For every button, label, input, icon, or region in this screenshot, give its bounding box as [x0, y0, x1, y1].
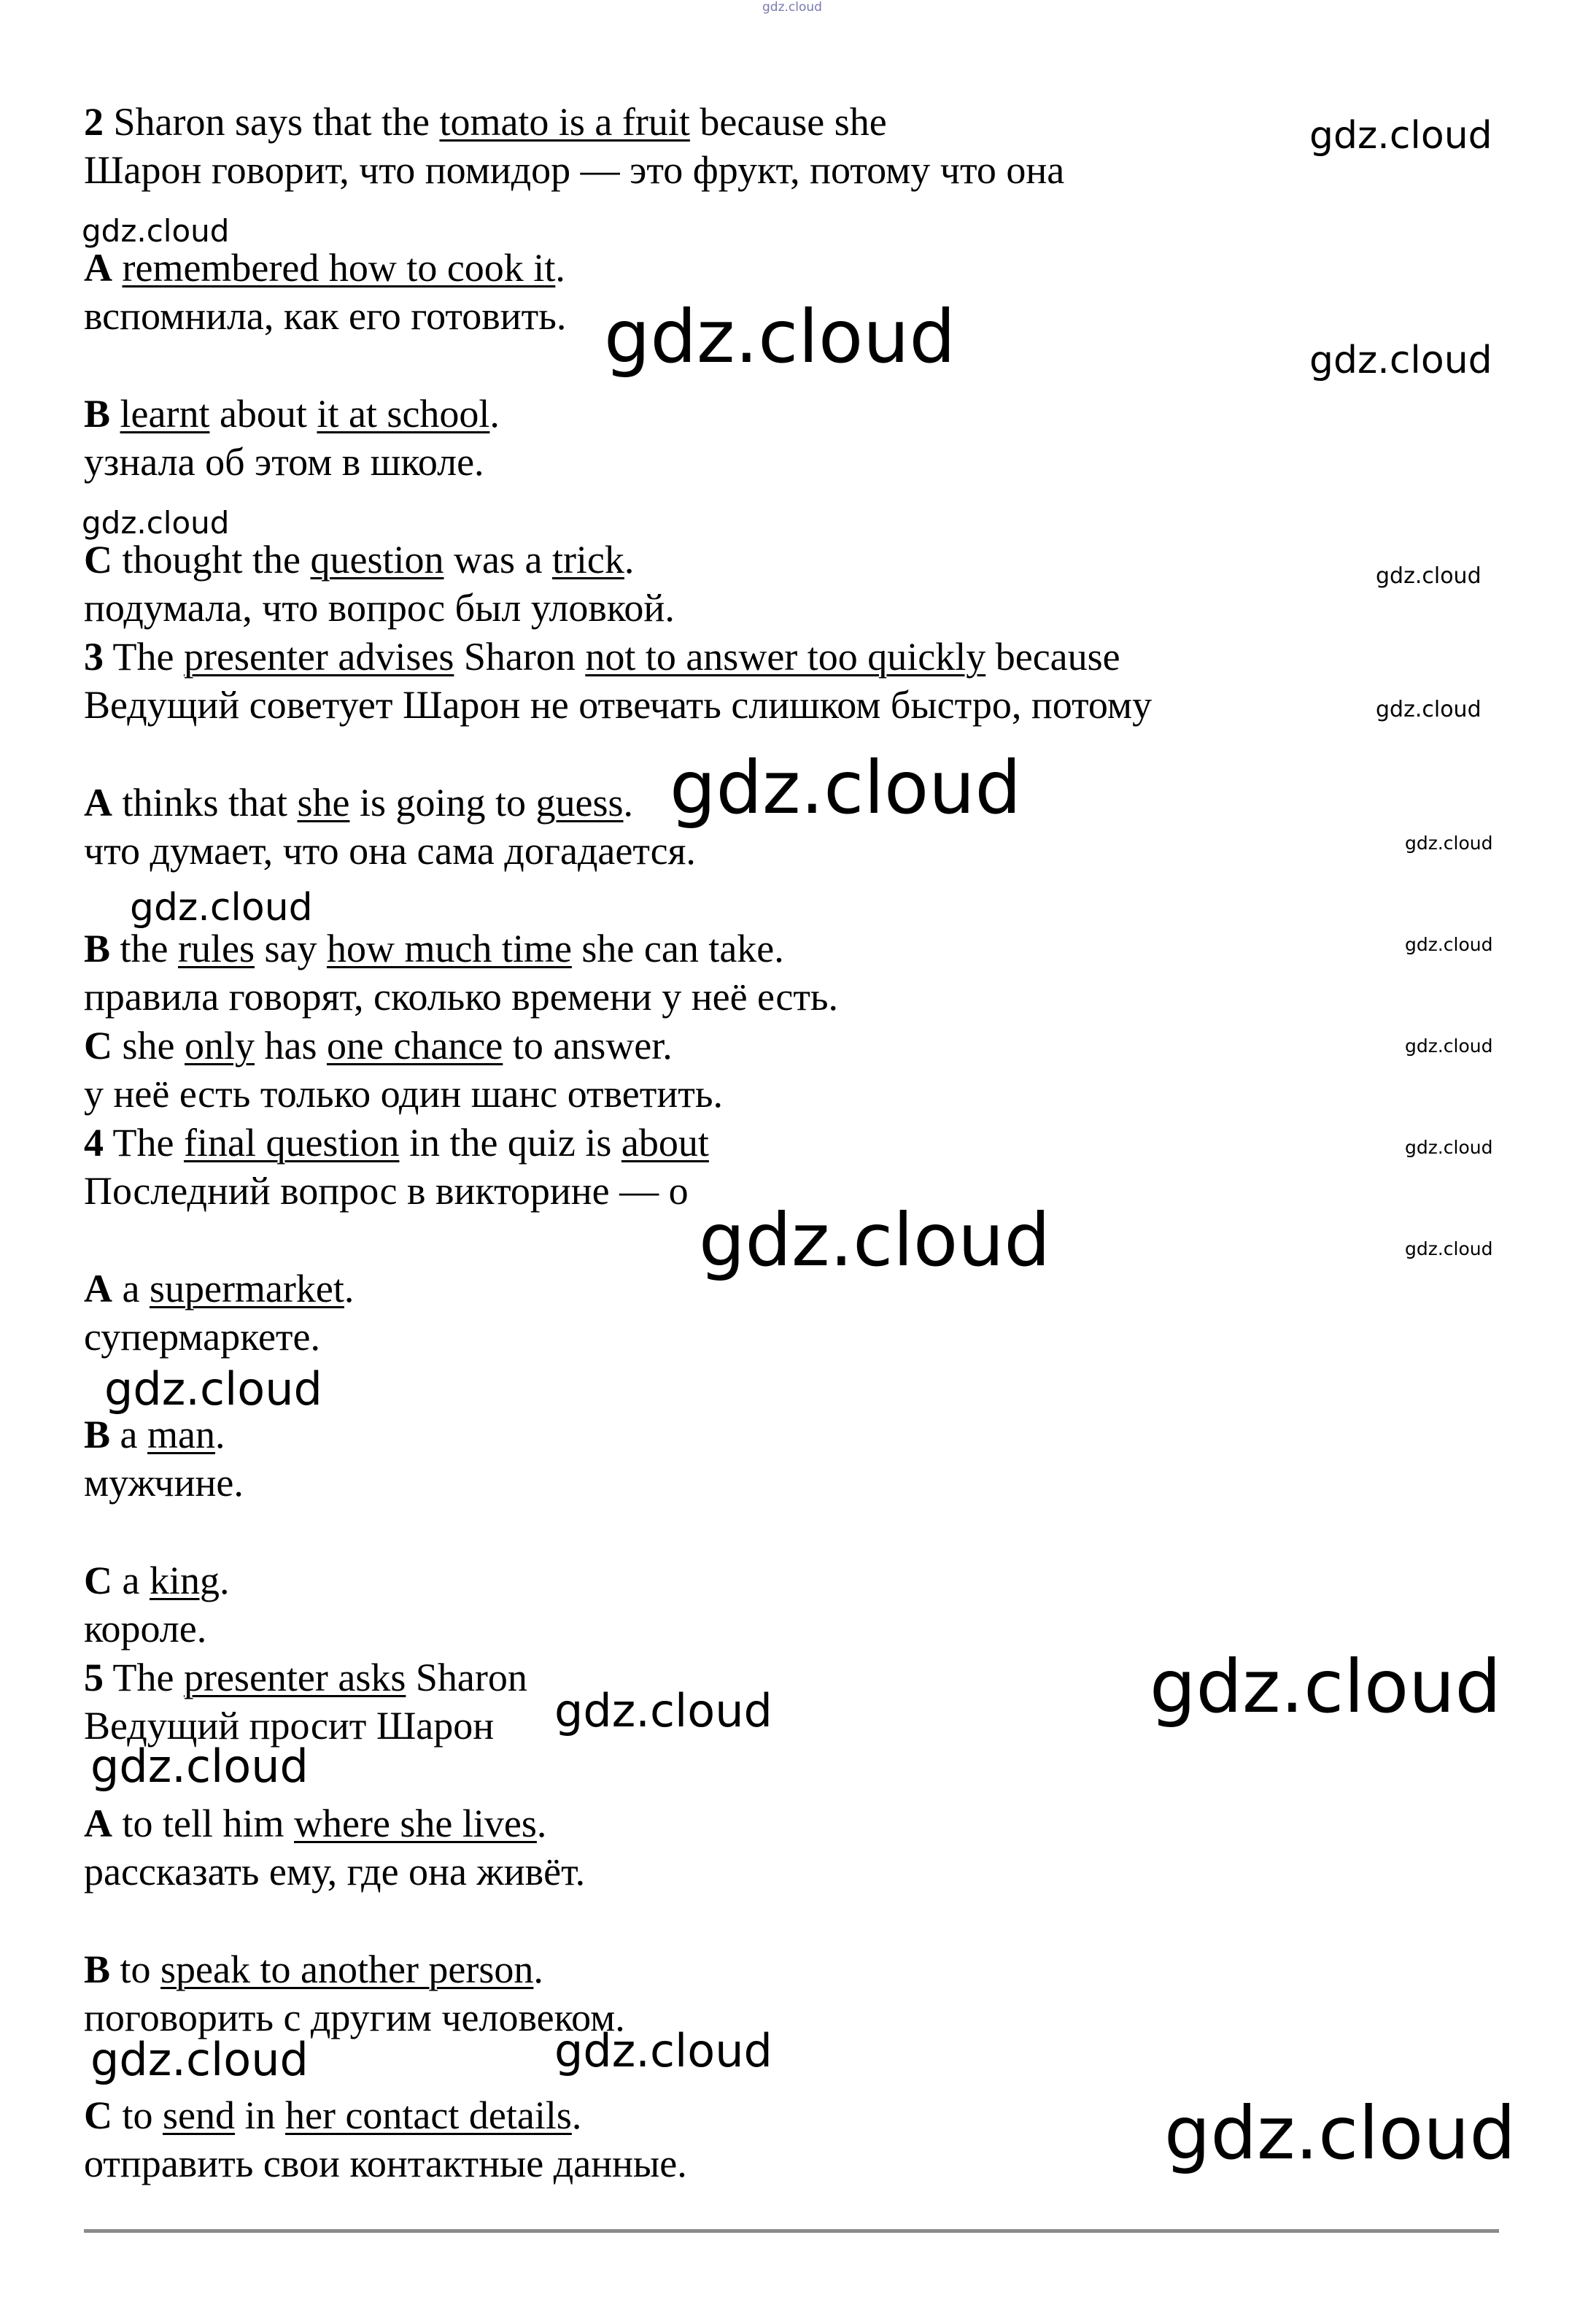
watermark: gdz.cloud [1309, 114, 1492, 158]
q3-option-c-en: C she only has one chance to answer. [84, 1024, 673, 1068]
q5-option-b-ru: поговорить с другим человеком. [84, 1996, 625, 2039]
q2-option-a-ru: вспомнила, как его готовить. [84, 294, 567, 338]
q3-option-a-en: A thinks that she is going to guess. [84, 781, 634, 825]
watermark: gdz.cloud [1405, 833, 1493, 854]
question-4-stem-en: 4 The final question in the quiz is about [84, 1121, 709, 1165]
watermark: gdz.cloud [1405, 1137, 1493, 1158]
q3-option-b-en: B the rules say how much time she can take. [84, 927, 784, 970]
q4-option-a-en: A a supermarket. [84, 1267, 355, 1310]
watermark: gdz.cloud [82, 505, 230, 541]
question-2-stem-en: 2 Sharon says that the tomato is a fruit because she [84, 100, 887, 144]
q4-option-a-ru: супермаркете. [84, 1315, 320, 1359]
q2-option-a-en: A remembered how to cook it. [84, 246, 565, 290]
footer-divider [84, 2229, 1499, 2233]
watermark: gdz.cloud [104, 1362, 322, 1416]
watermark: gdz.cloud [670, 745, 1022, 830]
q2-option-c-ru: подумала, что вопрос был уловкой. [84, 586, 675, 630]
watermark: gdz.cloud [1405, 1238, 1493, 1259]
watermark: gdz.cloud [1405, 934, 1493, 955]
q5-option-a-en: A to tell him where she lives. [84, 1802, 547, 1845]
watermark: gdz.cloud [1405, 1035, 1493, 1057]
watermark: gdz.cloud [604, 294, 956, 379]
watermark: gdz.cloud [554, 2024, 772, 2077]
q2-option-b-en: B learnt about it at school. [84, 392, 500, 436]
watermark: gdz.cloud [762, 0, 822, 15]
q3-option-a-ru: что думает, что она сама догадается. [84, 829, 696, 873]
watermark: gdz.cloud [1164, 2091, 1517, 2176]
q4-option-c-en: C a king. [84, 1559, 230, 1602]
q4-option-c-ru: короле. [84, 1607, 207, 1651]
q5-option-c-ru: отправить свои контактные данные. [84, 2142, 687, 2185]
q3-option-b-ru: правила говорят, сколько времени у неё есть. [84, 975, 839, 1019]
watermark: gdz.cloud [90, 1740, 309, 1793]
q5-option-a-ru: рассказать ему, где она живёт. [84, 1850, 586, 1893]
question-2-stem-ru: Шарон говорит, что помидор — это фрукт, потому что она [84, 148, 1065, 192]
watermark: gdz.cloud [554, 1684, 772, 1737]
watermark: gdz.cloud [699, 1197, 1051, 1283]
watermark: gdz.cloud [130, 886, 313, 930]
question-5-stem-ru: Ведущий просит Шарон [84, 1704, 495, 1748]
watermark: gdz.cloud [90, 2033, 309, 2086]
watermark: gdz.cloud [1150, 1644, 1502, 1729]
watermark: gdz.cloud [1309, 339, 1492, 382]
q3-option-c-ru: у неё есть только один шанс ответить. [84, 1072, 723, 1116]
watermark: gdz.cloud [1376, 563, 1482, 589]
q5-option-c-en: C to send in her contact details. [84, 2093, 582, 2137]
question-4-stem-ru: Последний вопрос в викторине — о [84, 1169, 689, 1213]
q4-option-b-ru: мужчине. [84, 1461, 244, 1505]
q5-option-b-en: B to speak to another person. [84, 1947, 543, 1991]
question-5-stem-en: 5 The presenter asks Sharon [84, 1656, 527, 1699]
question-3-stem-ru: Ведущий советует Шарон не отвечать слишком быстро, потому [84, 683, 1153, 727]
watermark: gdz.cloud [1376, 697, 1482, 722]
q4-option-b-en: B a man. [84, 1413, 225, 1456]
q2-option-c-en: C thought the question was a trick. [84, 538, 635, 582]
watermark: gdz.cloud [82, 213, 230, 249]
q2-option-b-ru: узнала об этом в школе. [84, 440, 484, 484]
question-3-stem-en: 3 The presenter advises Sharon not to answer too quickly because [84, 635, 1120, 679]
